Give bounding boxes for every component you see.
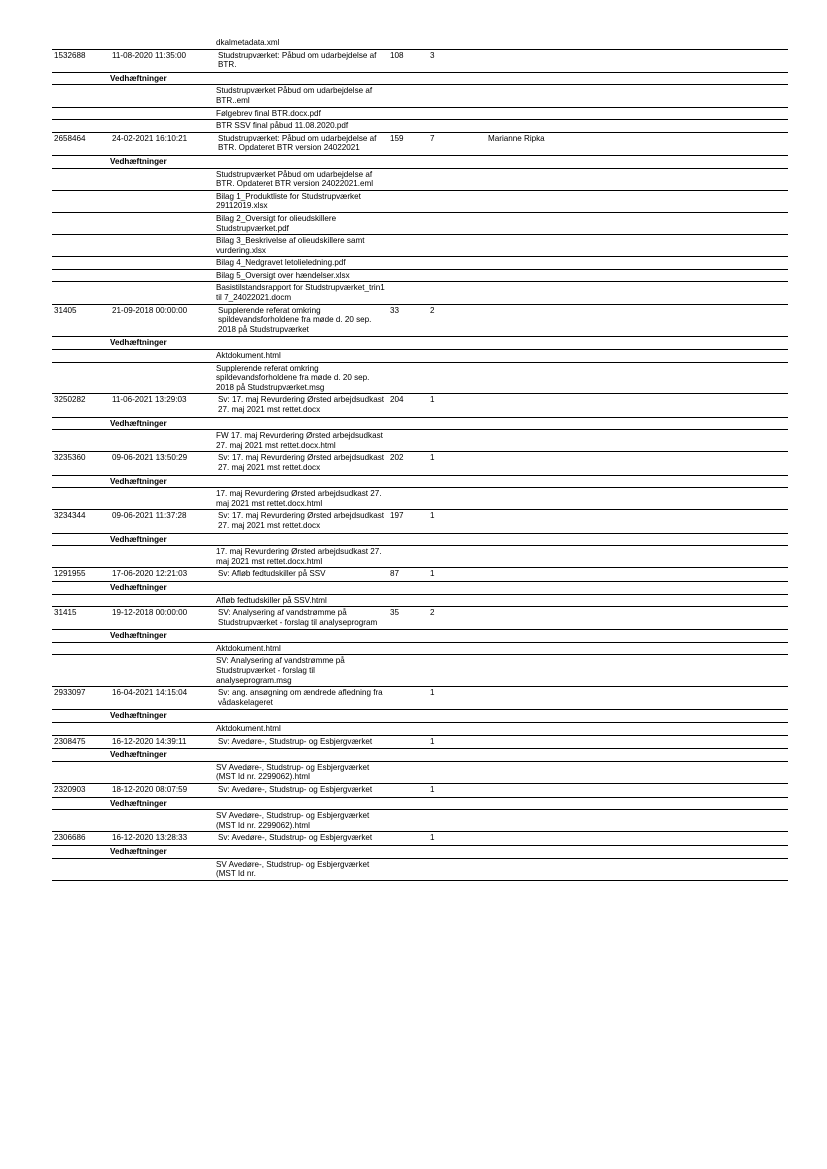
record-id: 1291955 <box>54 569 86 579</box>
record-person <box>488 306 788 335</box>
record-number <box>390 785 430 795</box>
record-count: 1 <box>430 688 435 698</box>
record-datetime: 09-06-2021 13:50:29 <box>112 453 188 463</box>
record-group <box>52 50 788 133</box>
record-row <box>52 452 788 474</box>
record-datetime: 16-12-2020 13:28:33 <box>112 833 188 843</box>
record-group <box>52 133 788 305</box>
attachment-filename[interactable]: 17. maj Revurdering Ørsted arbejdsudkast 27. maj 2021 mst rettet.docx.html <box>216 547 382 566</box>
attachment-filename[interactable]: SV Avedøre-, Studstrup- og Esbjergværket (MST Id nr. 2299062).html <box>216 762 370 782</box>
record-group <box>52 736 788 784</box>
attachment-row <box>52 281 788 303</box>
record-count: 1 <box>430 569 435 579</box>
attachment-filename[interactable]: BTR SSV final påbud 11.08.2020.pdf <box>216 121 349 131</box>
attachment-filename[interactable]: Supplerende referat omkring spildevandsforholdene fra møde d. 20 sep. 2018 på Studstrupværket.msg <box>216 363 370 392</box>
attachment-filename[interactable]: Studstrupværket Påbud om udarbejdelse af BTR. Opdateret BTR version 24022021.eml <box>216 169 374 189</box>
record-title: Sv: 17. maj Revurdering Ørsted arbejdsudkast 27. maj 2021 mst rettet.docx <box>218 511 385 530</box>
record-count: 2 <box>430 608 435 618</box>
attachments-label: Vedhæftninger <box>110 156 167 166</box>
record-number <box>390 737 430 747</box>
record-row <box>52 736 788 749</box>
record-person <box>488 569 788 579</box>
record-id: 31415 <box>54 608 77 618</box>
attachment-row <box>52 487 788 509</box>
attachments-label: Vedhæftninger <box>110 534 167 544</box>
attachment-row <box>52 168 788 190</box>
record-number: 202 <box>390 453 404 463</box>
attachment-row <box>52 212 788 234</box>
attachment-filename[interactable]: Afløb fedtudskiller på SSV.html <box>216 595 327 605</box>
record-person <box>488 688 788 707</box>
attachments-label: Vedhæftninger <box>110 846 167 856</box>
record-title: Sv: ang. ansøgning om ændrede afledning fra vådaskelageret <box>218 688 383 707</box>
attachments-header <box>52 336 788 349</box>
record-number: 197 <box>390 511 404 521</box>
record-title: Supplerende referat omkring spildevandsforholdene fra møde d. 20 sep. 2018 på Studstrupværket <box>218 305 372 334</box>
record-number: 159 <box>390 133 404 143</box>
records-table <box>52 50 788 881</box>
record-datetime: 16-04-2021 14:15:04 <box>112 688 188 698</box>
attachment-filename[interactable]: Aktdokument.html <box>216 724 281 734</box>
record-row <box>52 607 788 629</box>
record-number: 33 <box>390 305 400 315</box>
attachment-row <box>52 349 788 362</box>
record-title: Sv: 17. maj Revurdering Ørsted arbejdsudkast 27. maj 2021 mst rettet.docx <box>218 395 385 414</box>
record-group <box>52 607 788 687</box>
record-person: Marianne Ripka <box>488 133 545 143</box>
attachments-label: Vedhæftninger <box>110 338 167 348</box>
record-count: 7 <box>430 133 435 143</box>
attachments-header <box>52 748 788 761</box>
record-count: 1 <box>430 511 435 521</box>
record-number <box>390 688 430 707</box>
record-count: 1 <box>430 736 435 746</box>
record-id: 3250282 <box>54 395 86 405</box>
attachment-row <box>52 256 788 269</box>
record-person <box>488 833 788 843</box>
attachment-filename[interactable]: Bilag 3_Beskrivelse af olieudskillere samt vurdering.xlsx <box>216 236 365 255</box>
attachments-header <box>52 533 788 546</box>
attachment-row <box>52 429 788 451</box>
record-title: Sv: Afløb fedtudskiller på SSV <box>218 569 326 579</box>
record-id: 2320903 <box>54 785 86 794</box>
attachment-row <box>52 722 788 735</box>
attachment-row <box>52 84 788 106</box>
attachments-label: Vedhæftninger <box>110 418 167 428</box>
record-number: 87 <box>390 569 400 579</box>
record-datetime: 18-12-2020 08:07:59 <box>112 785 188 794</box>
record-title: Sv: 17. maj Revurdering Ørsted arbejdsudkast 27. maj 2021 mst rettet.docx <box>218 453 385 472</box>
attachment-filename[interactable]: Aktdokument.html <box>216 351 281 361</box>
record-count: 2 <box>430 305 435 315</box>
record-person <box>488 511 788 530</box>
record-group <box>52 305 788 395</box>
record-row <box>52 133 788 155</box>
record-number: 108 <box>390 50 404 60</box>
record-count: 3 <box>430 50 435 60</box>
record-person <box>488 737 788 747</box>
record-row <box>52 50 788 72</box>
record-person <box>488 51 788 70</box>
record-group <box>52 784 788 832</box>
record-count: 1 <box>430 833 435 843</box>
attachment-filename[interactable]: FW 17. maj Revurdering Ørsted arbejdsudkast 27. maj 2021 mst rettet.docx.html <box>216 431 383 450</box>
attachment-filename[interactable]: Aktdokument.html <box>216 643 281 653</box>
carryover-attachment: dkalmetadata.xml <box>52 38 788 50</box>
record-row <box>52 305 788 337</box>
attachment-row <box>52 119 788 132</box>
attachment-filename[interactable]: Studstrupværket Påbud om udarbejdelse af BTR..eml <box>216 86 373 105</box>
attachments-header <box>52 475 788 488</box>
record-group <box>52 832 788 880</box>
record-group <box>52 452 788 510</box>
attachments-header <box>52 629 788 642</box>
attachment-filename[interactable]: 17. maj Revurdering Ørsted arbejdsudkast 27. maj 2021 mst rettet.docx.html <box>216 489 382 508</box>
record-id: 2306686 <box>54 833 86 843</box>
record-id: 2658464 <box>54 133 86 143</box>
record-id: 3235360 <box>54 453 86 463</box>
record-person <box>488 395 788 414</box>
document-page <box>52 38 788 881</box>
attachments-header <box>52 155 788 168</box>
attachment-row <box>52 654 788 686</box>
record-group <box>52 510 788 568</box>
attachment-row <box>52 545 788 567</box>
attachment-row <box>52 594 788 607</box>
attachments-header <box>52 845 788 858</box>
record-row <box>52 687 788 709</box>
record-row <box>52 784 788 797</box>
attachment-filename[interactable]: Bilag 4_Nedgravet letolieledning.pdf <box>216 258 346 268</box>
attachment-filename[interactable]: SV Avedøre-, Studstrup- og Esbjergværket (MST Id nr. 2299062).html <box>216 811 370 830</box>
record-title: Sv: Avedøre-, Studstrup- og Esbjergværket <box>218 833 373 843</box>
attachment-row <box>52 858 788 880</box>
record-person <box>488 453 788 472</box>
record-group <box>52 568 788 607</box>
attachment-filename[interactable]: Bilag 1_Produktliste for Studstrupværket 29112019.xlsx <box>216 191 361 211</box>
record-row <box>52 832 788 845</box>
attachments-header <box>52 581 788 594</box>
attachments-header <box>52 797 788 810</box>
attachments-label: Vedhæftninger <box>110 631 167 641</box>
attachment-filename[interactable]: SV: Analysering af vandstrømme på Studstrupværket - forslag til analyseprogram.msg <box>216 656 345 685</box>
record-row <box>52 394 788 416</box>
attachments-header <box>52 709 788 722</box>
attachments-label: Vedhæftninger <box>110 711 167 721</box>
record-row <box>52 568 788 581</box>
record-number: 204 <box>390 395 404 405</box>
attachment-row <box>52 234 788 256</box>
record-datetime: 21-09-2018 00:00:00 <box>112 305 188 315</box>
record-datetime: 11-06-2021 13:29:03 <box>112 395 187 405</box>
attachment-filename[interactable]: Bilag 2_Oversigt for olieudskillere Studstrupværket.pdf <box>216 213 337 233</box>
record-datetime: 11-08-2020 11:35:00 <box>112 50 186 60</box>
attachment-row <box>52 107 788 120</box>
record-id: 31405 <box>54 305 77 315</box>
record-title: Studstrupværket: Påbud om udarbejdelse af BTR. Opdateret BTR version 24022021 <box>218 133 377 153</box>
record-group <box>52 394 788 452</box>
record-count: 1 <box>430 785 435 794</box>
attachment-row <box>52 809 788 831</box>
attachments-label: Vedhæftninger <box>110 750 167 760</box>
record-count: 1 <box>430 453 435 463</box>
record-title: Studstrupværket: Påbud om udarbejdelse af BTR. <box>218 50 377 70</box>
record-datetime: 19-12-2018 00:00:00 <box>112 608 188 618</box>
record-datetime: 09-06-2021 11:37:28 <box>112 511 187 521</box>
attachments-header <box>52 72 788 85</box>
record-person <box>488 608 788 627</box>
attachments-label: Vedhæftninger <box>110 476 167 486</box>
attachment-row <box>52 269 788 282</box>
record-group <box>52 687 788 735</box>
record-id: 3234344 <box>54 511 86 521</box>
attachment-row <box>52 190 788 212</box>
record-title: Sv: Avedøre-, Studstrup- og Esbjergværket <box>218 736 373 746</box>
attachment-row <box>52 362 788 394</box>
record-title: SV: Analysering af vandstrømme på Studstrupværket - forslag til analyseprogram <box>218 608 378 627</box>
record-id: 1532688 <box>54 50 86 60</box>
record-datetime: 16-12-2020 14:39:11 <box>112 736 187 746</box>
record-number <box>390 833 430 843</box>
attachments-label: Vedhæftninger <box>110 582 167 592</box>
record-title: Sv: Avedøre-, Studstrup- og Esbjergværket <box>218 785 373 794</box>
attachment-filename[interactable]: Følgebrev final BTR.docx.pdf <box>216 108 321 118</box>
attachments-label: Vedhæftninger <box>110 798 167 808</box>
attachments-label: Vedhæftninger <box>110 73 167 83</box>
attachments-header <box>52 417 788 430</box>
record-datetime: 24-02-2021 16:10:21 <box>112 133 188 143</box>
record-number: 35 <box>390 608 400 618</box>
record-person <box>488 785 788 795</box>
attachment-row <box>52 761 788 783</box>
attachment-filename[interactable]: Basistilstandsrapport for Studstrupværket_trin1 til 7_24022021.docm <box>216 283 385 303</box>
record-row <box>52 510 788 532</box>
attachment-filename[interactable]: SV Avedøre-, Studstrup- og Esbjergværket (MST Id nr. <box>216 859 370 879</box>
attachment-filename[interactable]: Bilag 5_Oversigt over hændelser.xlsx <box>216 270 350 280</box>
record-count: 1 <box>430 395 435 405</box>
record-id: 2933097 <box>54 688 86 698</box>
record-datetime: 17-06-2020 12:21:03 <box>112 569 188 579</box>
attachment-row <box>52 642 788 655</box>
record-id: 2308475 <box>54 736 86 746</box>
